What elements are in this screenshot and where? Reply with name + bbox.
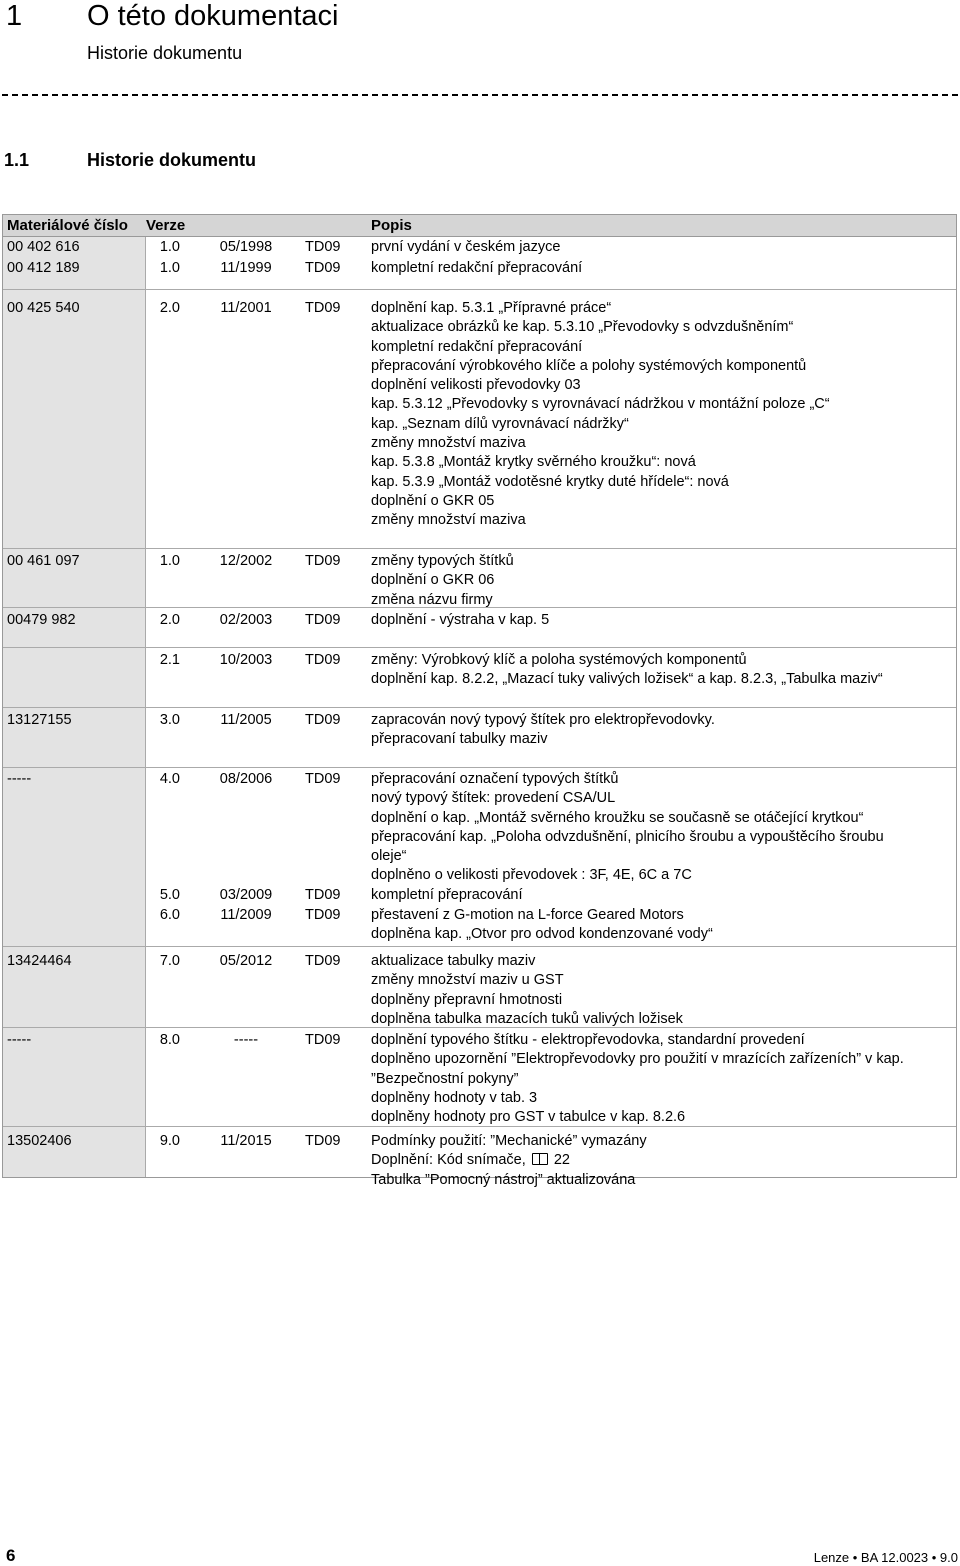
version: 5.0: [159, 887, 180, 903]
version: 2.0: [159, 612, 180, 628]
description-line: [371, 1050, 952, 1069]
description-text: ”Bezpečnostní pokyny”: [371, 1070, 519, 1087]
description-text: doplněna kap. „Otvor pro odvod kondenzované vody“: [371, 926, 713, 943]
description-text: přepracování označení typových štítků: [371, 771, 619, 787]
description-line: [371, 770, 952, 789]
material-number: 00 402 616: [7, 239, 80, 255]
description-text: doplnění - výstraha v kap. 5: [371, 612, 550, 628]
description-line: [371, 415, 952, 434]
description: [371, 906, 952, 945]
row-separator: [3, 289, 956, 290]
revision-date: 08/2006: [219, 771, 273, 787]
description-text: přepracování kap. „Poloha odvzdušnění, plnicího šroubu a vypouštěcího šroubu: [371, 828, 884, 845]
description-text: Podmínky použití: ”Mechanické” vymazány: [371, 1133, 647, 1149]
description-text: oleje“: [371, 848, 407, 865]
description-text: první vydání v českém jazyce: [371, 239, 561, 255]
version: 2.0: [159, 300, 180, 316]
table-header: [3, 215, 956, 237]
description-line: [371, 259, 952, 278]
description-text: kap. 5.3.8 „Montáž krytky svěrného kroužku“: nová: [371, 454, 696, 471]
description-text: doplnění kap. 5.3.1 „Přípravné práce“: [371, 300, 612, 316]
description-line: [371, 511, 952, 530]
description: [371, 770, 952, 886]
description-line: [371, 591, 952, 610]
description-text: změna názvu firmy: [371, 591, 493, 608]
description-line: [371, 847, 952, 866]
description: [371, 1132, 952, 1190]
description-line: [371, 971, 952, 990]
description-line: [371, 906, 952, 925]
footer-page-number: 6: [6, 1546, 16, 1565]
page-reference: 22: [553, 1152, 570, 1169]
revision-date: 05/2012: [219, 953, 273, 969]
description-text: aktualizace tabulky maziv: [371, 953, 536, 969]
description-line: [371, 1070, 952, 1089]
td-code: TD09: [305, 1133, 341, 1149]
description-line: [371, 711, 952, 730]
material-number: 13424464: [7, 953, 72, 969]
description-text: doplnění o kap. „Montáž svěrného kroužku se současně se otáčející krytkou“: [371, 809, 864, 826]
description-line: [371, 611, 952, 630]
description-text: doplněny přepravní hmotnosti: [371, 991, 563, 1008]
description-line: [371, 473, 952, 492]
description-text: přestavení z G-motion na L-force Geared Motors: [371, 907, 684, 923]
td-code: TD09: [305, 712, 341, 728]
description-line: [371, 991, 952, 1010]
revision-date: 11/2009: [220, 907, 272, 923]
revision-date: 05/1998: [219, 239, 273, 255]
material-number: 13127155: [7, 712, 72, 728]
td-code: TD09: [305, 907, 341, 923]
row-separator: [3, 767, 956, 768]
description-text: doplněno o velikosti převodovek : 3F, 4E, 6C a 7C: [371, 867, 692, 884]
description-text: přepracovaní tabulky maziv: [371, 731, 548, 748]
description-text: zapracován nový typový štítek pro elektropřevodovky.: [371, 712, 715, 728]
material-number: -----: [7, 1032, 32, 1048]
description: [371, 1031, 952, 1127]
description-text: doplněny hodnoty pro GST v tabulce v kap. 8.2.6: [371, 1109, 686, 1126]
material-number: 13502406: [7, 1133, 72, 1149]
description: [371, 886, 952, 905]
row-separator: [3, 946, 956, 947]
revision-date: 02/2003: [219, 612, 273, 628]
description-text: doplnění kap. 8.2.2, „Mazací tuky valivých ložisek“ a kap. 8.2.3, „Tabulka maziv“: [371, 671, 883, 688]
description-text: změny množství maziva: [371, 435, 526, 452]
description-text: Doplnění: Kód snímače,: [371, 1152, 526, 1169]
description-text: kompletní přepracování: [371, 887, 523, 903]
chapter-number: 1: [6, 0, 23, 32]
description-line: [371, 492, 952, 511]
description-line: [371, 730, 952, 749]
material-number: 00 461 097: [7, 553, 80, 569]
description-line: [371, 925, 952, 944]
td-code: TD09: [305, 1032, 341, 1048]
description-line: [371, 1031, 952, 1050]
description-line: [371, 357, 952, 376]
description-line: [371, 789, 952, 808]
description-text: doplněno upozornění ”Elektropřevodovky pro použití v mrazících zařízeních” v kap.: [371, 1051, 904, 1068]
history-table: [2, 214, 957, 1188]
td-code: TD09: [305, 771, 341, 787]
description-text: Tabulka ”Pomocný nástroj” aktualizována: [371, 1171, 636, 1188]
description-line: [371, 886, 952, 905]
description-text: kap. „Seznam dílů vyrovnávací nádržky“: [371, 415, 629, 432]
td-code: TD09: [305, 260, 341, 276]
description-text: doplnění o GKR 06: [371, 572, 495, 589]
chapter-subtitle: Historie dokumentu: [87, 43, 243, 63]
chapter-title: O této dokumentaci: [87, 0, 339, 32]
revision-date: 12/2002: [219, 553, 273, 569]
description-line: [371, 453, 952, 472]
description-line: [371, 434, 952, 453]
section-title: Historie dokumentu: [87, 150, 257, 170]
description: [371, 611, 952, 630]
row-separator: [3, 548, 956, 549]
dashed-divider: [2, 94, 958, 96]
version: 1.0: [159, 239, 180, 255]
td-code: TD09: [305, 300, 341, 316]
description-line: [371, 1089, 952, 1108]
description-line: [371, 1171, 952, 1190]
description-text: doplnění o GKR 05: [371, 492, 495, 509]
description-text: kap. 5.3.9 „Montáž vodotěsné krytky duté hřídele“: nová: [371, 473, 729, 490]
description-line: [371, 299, 952, 318]
description-text: změny množství maziva: [371, 512, 526, 529]
description-line: [371, 1132, 952, 1151]
revision-date: 11/1999: [220, 260, 272, 276]
revision-date: 11/2015: [220, 1133, 272, 1149]
version: 4.0: [159, 771, 180, 787]
book-icon: [532, 1153, 548, 1165]
description-text: doplnění velikosti převodovky 03: [371, 377, 581, 394]
description-line: [371, 238, 952, 257]
row-separator: [3, 707, 956, 708]
row-separator: [3, 647, 956, 648]
description: [371, 552, 952, 610]
description-text: doplněny hodnoty v tab. 3: [371, 1089, 538, 1106]
description-text: kompletní redakční přepracování: [371, 260, 583, 276]
description: [371, 651, 952, 690]
description: [371, 238, 952, 257]
td-code: TD09: [305, 887, 341, 903]
description-line: [371, 338, 952, 357]
material-number: 00 412 189: [7, 260, 80, 276]
header-material: Materiálové číslo: [7, 217, 128, 234]
revision-date: 11/2005: [220, 712, 272, 728]
td-code: TD09: [305, 953, 341, 969]
description-line: [371, 1010, 952, 1029]
td-code: TD09: [305, 612, 341, 628]
description-line: [371, 552, 952, 571]
description-line: [371, 651, 952, 670]
version: 6.0: [159, 907, 180, 923]
version: 7.0: [159, 953, 180, 969]
version: 1.0: [159, 553, 180, 569]
description-line: [371, 866, 952, 885]
description-text: aktualizace obrázků ke kap. 5.3.10 „Převodovky s odvzdušněním“: [371, 319, 794, 336]
version: 2.1: [159, 652, 180, 668]
description-text: kompletní redakční přepracování: [371, 338, 583, 355]
revision-date: 03/2009: [219, 887, 273, 903]
revision-date: -----: [233, 1032, 259, 1048]
description-line: [371, 828, 952, 847]
description-line: [371, 1108, 952, 1127]
description-line: [371, 670, 952, 689]
description-line: [371, 1151, 952, 1170]
description-line: [371, 376, 952, 395]
revision-date: 10/2003: [219, 652, 273, 668]
description: [371, 259, 952, 278]
description-text: doplněna tabulka mazacích tuků valivých ložisek: [371, 1010, 683, 1027]
revision-date: 11/2001: [220, 300, 272, 316]
version: 1.0: [159, 260, 180, 276]
description-text: doplnění typového štítku - elektropřevodovka, standardní provedení: [371, 1032, 805, 1048]
description-line: [371, 952, 952, 971]
description-text: nový typový štítek: provedení CSA/UL: [371, 790, 616, 807]
td-code: TD09: [305, 652, 341, 668]
version: 9.0: [159, 1133, 180, 1149]
description-text: přepracování výrobkového klíče a polohy systémových komponentů: [371, 357, 807, 374]
description: [371, 711, 952, 750]
description-text: změny množství maziv u GST: [371, 972, 564, 989]
description-line: [371, 395, 952, 414]
version: 8.0: [159, 1032, 180, 1048]
description: [371, 299, 952, 531]
description-line: [371, 809, 952, 828]
td-code: TD09: [305, 553, 341, 569]
description-line: [371, 571, 952, 590]
description-text: kap. 5.3.12 „Převodovky s vyrovnávací nádržkou v montážní poloze „C“: [371, 396, 830, 413]
material-number: 00479 982: [7, 612, 76, 628]
header-version: Verze: [146, 217, 186, 234]
material-number: -----: [7, 771, 32, 787]
description: [371, 952, 952, 1029]
version: 3.0: [159, 712, 180, 728]
material-number: 00 425 540: [7, 300, 80, 316]
footer-doc-id: Lenze • BA 12.0023 • 9.0: [813, 1550, 958, 1565]
description-line: [371, 318, 952, 337]
description-text: změny typových štítků: [371, 553, 514, 569]
header-description: Popis: [371, 217, 412, 234]
description-text: změny: Výrobkový klíč a poloha systémových komponentů: [371, 652, 747, 668]
td-code: TD09: [305, 239, 341, 255]
section-number: 1.1: [4, 150, 30, 170]
